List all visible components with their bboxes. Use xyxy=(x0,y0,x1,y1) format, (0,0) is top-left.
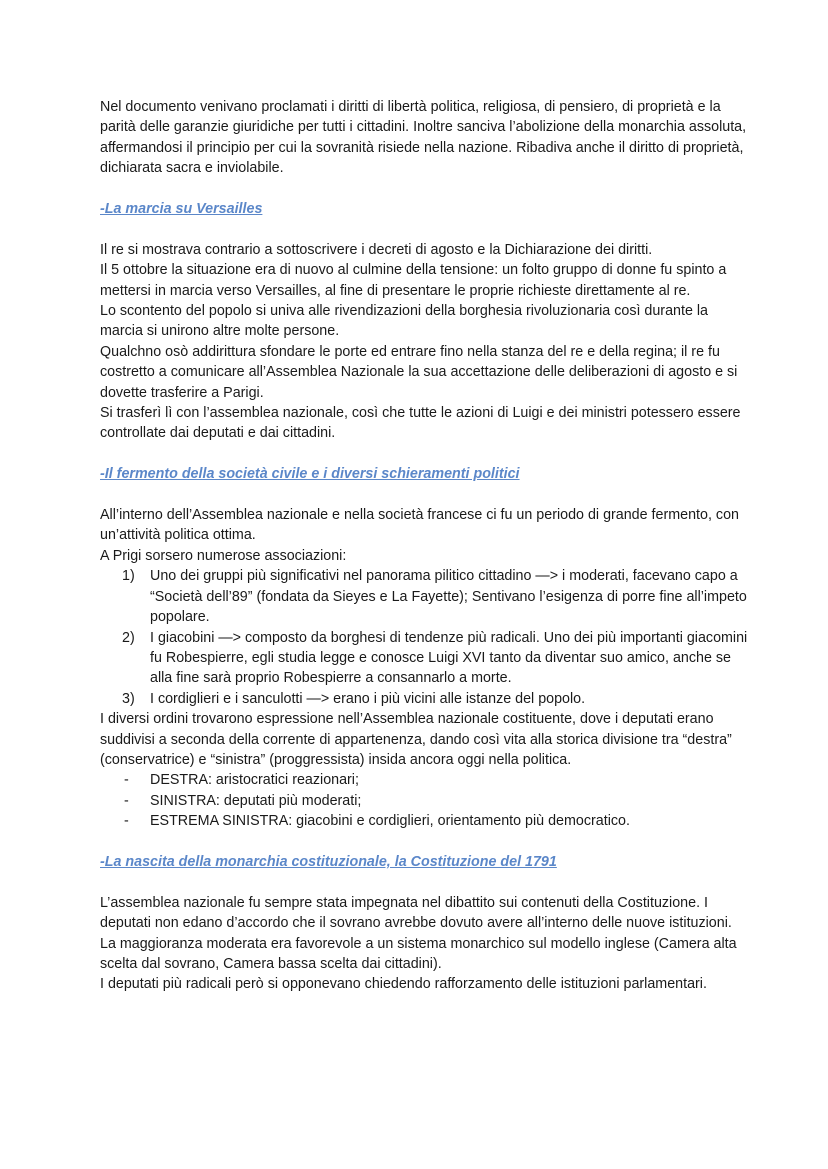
list-item xyxy=(100,770,748,790)
list-item xyxy=(100,628,748,689)
paragraph: Si trasferì lì con l’assemblea nazionale, così che tutte le azioni di Luigi e dei ministri potessero essere controllate dai deputati e dai cittadini. xyxy=(100,405,741,442)
list-dash: - xyxy=(124,772,129,789)
list-number: 2) xyxy=(122,629,135,646)
numbered-list xyxy=(100,566,748,709)
spacer xyxy=(100,219,748,239)
spacer xyxy=(100,832,748,852)
list-dash: - xyxy=(124,813,129,830)
paragraph: Lo scontento del popolo si univa alle rivendizazioni della borghesia rivoluzionaria così durante la marcia si unirono altre molte persone. xyxy=(100,303,708,340)
list-item-text: DESTRA: aristocratici reazionari; xyxy=(150,772,359,789)
spacer xyxy=(100,444,748,464)
list-item xyxy=(100,566,748,627)
list-item xyxy=(100,689,748,709)
section-heading-fermento: -Il fermento della società civile e i diversi schieramenti politici xyxy=(100,466,520,483)
intro-paragraph: Nel documento venivano proclamati i diritti di libertà politica, religiosa, di pensiero, di proprietà e la parità delle garanzie giuridiche per tutti i cittadini. Inoltre sanciva l’abolizione della monarchia assoluta, affermandosi il principio per cui la sovranità risiede nella nazione. Ribadiva anche il diritto di proprietà, dichiarata sacra e inviolabile. xyxy=(100,99,747,177)
paragraph: A Prigi sorsero numerose associazioni: xyxy=(100,547,347,564)
list-item xyxy=(100,811,748,831)
list-item-text: I giacobini —> composto da borghesi di tendenze più radicali. Uno dei più importanti giacomini fu Robespierre, egli studia legge e conosce Luigi XVI tanto da diventar suo amico, anche se alla fine sarà proprio Robespierre a consannarlo a morte. xyxy=(150,629,748,687)
spacer xyxy=(100,485,748,505)
paragraph: I diversi ordini trovarono espressione nell’Assemblea nazionale costituente, dove i deputati erano suddivisi a seconda della corrente di appartenenza, dando così vita alla storica divisione tra “destra” (conservatrice) e “sinistra” (proggressista) insida ancora oggi nella politica. xyxy=(100,711,732,768)
section-heading-versailles: -La marcia su Versailles xyxy=(100,201,263,218)
paragraph: La maggioranza moderata era favorevole a un sistema monarchico sul modello inglese (Camera alta scelta dal sovrano, Camera bassa scelta dai cittadini). xyxy=(100,935,737,972)
section-heading-costituzione: -La nascita della monarchia costituzionale, la Costituzione del 1791 xyxy=(100,853,557,870)
list-item-text: ESTREMA SINISTRA: giacobini e cordiglieri, orientamento più democratico. xyxy=(150,813,630,830)
list-item-text: I cordiglieri e i sanculotti —> erano i più vicini alle istanze del popolo. xyxy=(150,690,586,707)
paragraph: Il 5 ottobre la situazione era di nuovo al culmine della tensione: un folto gruppo di donne fu spinto a mettersi in marcia verso Versailles, al fine di presentare le proprie richieste direttamente al re. xyxy=(100,262,727,299)
list-number: 1) xyxy=(122,568,135,585)
spacer xyxy=(100,179,748,199)
list-number: 3) xyxy=(122,690,135,707)
list-item-text: Uno dei gruppi più significativi nel panorama pilitico cittadino —> i moderati, facevano capo a “Società dell’89” (fondata da Sieyes e La Fayette); Sentivano l’esigenza di porre fine all’impeto popolare. xyxy=(150,568,747,626)
dash-list xyxy=(100,770,748,831)
paragraph: Qualchno osò addirittura sfondare le porte ed entrare fino nella stanza del re e della regina; il re fu costretto a comunicare all’Assemblea Nazionale la sua accettazione delle deliberazioni di agosto e si dovette trasferire a Parigi. xyxy=(100,343,738,401)
list-item-text: SINISTRA: deputati più moderati; xyxy=(150,792,362,809)
paragraph: Il re si mostrava contrario a sottoscrivere i decreti di agosto e la Dichiarazione dei diritti. xyxy=(100,241,653,258)
list-item xyxy=(100,791,748,811)
paragraph: L’assemblea nazionale fu sempre stata impegnata nel dibattito sui contenuti della Costituzione. I deputati non edano d’accordo che il sovrano avrebbe dovuto avere all’interno delle nuove istituzioni. xyxy=(100,894,732,932)
paragraph: I deputati più radicali però si opponevano chiedendo rafforzamento delle istituzioni parlamentari. xyxy=(100,976,707,993)
list-dash: - xyxy=(124,792,129,809)
spacer xyxy=(100,872,748,892)
paragraph: All’interno dell’Assemblea nazionale e nella società francese ci fu un periodo di grande fermento, con un’attività politica ottima. xyxy=(100,507,739,544)
